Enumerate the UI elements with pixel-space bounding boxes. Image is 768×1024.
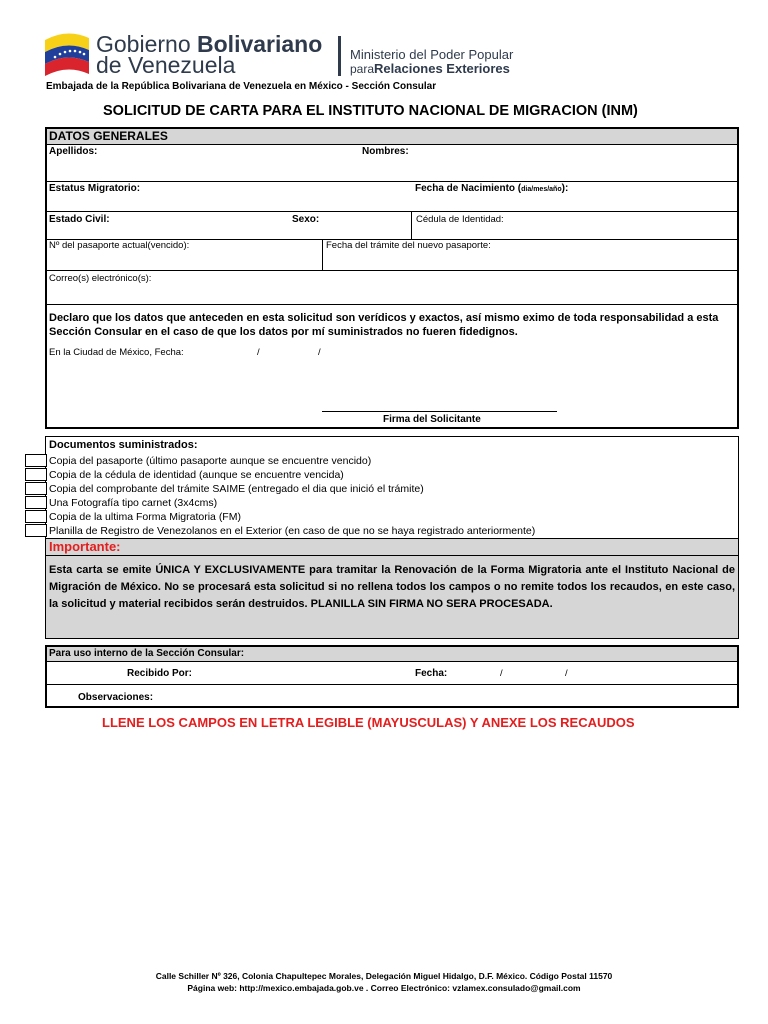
signature-line bbox=[322, 411, 557, 412]
document-item: Copia del pasaporte (último pasaporte aunque se encuentre vencido) bbox=[49, 455, 372, 467]
fecha-tramite-label: Fecha del trámite del nuevo pasaporte: bbox=[326, 240, 491, 251]
correo-label: Correo(s) electrónico(s): bbox=[49, 273, 152, 284]
document-title: SOLICITUD DE CARTA PARA EL INSTITUTO NACIONAL DE MIGRACION (INM) bbox=[103, 103, 638, 119]
gov-title-line2: de Venezuela bbox=[96, 52, 236, 78]
date-slash: / bbox=[565, 668, 568, 679]
documentos-title: Documentos suministrados: bbox=[49, 439, 198, 451]
document-checkbox[interactable] bbox=[25, 454, 47, 467]
document-checkbox[interactable] bbox=[25, 482, 47, 495]
sexo-field[interactable] bbox=[325, 212, 409, 238]
footer-address: Calle Schiller Nº 326, Colonia Chapultepec Morales, Delegación Miguel Hidalgo, D.F. México. Código Postal 11570 bbox=[155, 971, 613, 981]
fecha-interno-field[interactable] bbox=[455, 664, 605, 682]
row-divider bbox=[46, 555, 738, 556]
fecha-nacimiento-label: Fecha de Nacimiento (dia/mes/año): bbox=[415, 183, 569, 194]
row-divider bbox=[47, 270, 737, 271]
estado-civil-field[interactable] bbox=[110, 212, 285, 238]
gov-title-line1: Gobierno Bolivariano bbox=[96, 31, 323, 57]
row-divider bbox=[47, 304, 737, 305]
document-checkbox[interactable] bbox=[25, 496, 47, 509]
recibido-field[interactable] bbox=[200, 664, 405, 682]
pasaporte-field[interactable] bbox=[47, 252, 320, 269]
ministry-line1: Ministerio del Poder Popular bbox=[350, 47, 514, 62]
estatus-field[interactable] bbox=[47, 194, 407, 210]
col-divider bbox=[411, 211, 412, 239]
col-divider bbox=[322, 239, 323, 270]
sexo-label: Sexo: bbox=[292, 214, 320, 225]
fill-instructions-notice: LLENE LOS CAMPOS EN LETRA LEGIBLE (MAYUSCULAS) Y ANEXE LOS RECAUDOS bbox=[102, 715, 635, 730]
observaciones-field[interactable] bbox=[160, 687, 735, 705]
date-slash: / bbox=[500, 668, 503, 679]
signature-label: Firma del Solicitante bbox=[383, 414, 481, 425]
document-item: Copia de la cédula de identidad (aunque se encuentre vencida) bbox=[49, 469, 344, 481]
uso-interno-title: Para uso interno de la Sección Consular: bbox=[49, 648, 245, 659]
row-divider bbox=[47, 684, 737, 685]
pasaporte-label: Nº del pasaporte actual(vencido): bbox=[49, 240, 190, 251]
document-checkbox[interactable] bbox=[25, 468, 47, 481]
importante-text: Esta carta se emite ÚNICA Y EXCLUSIVAMENTE para tramitar la Renovación de la Forma Migratoria ante el Instituto Nacional de Migración de México. No se procesará esta solicitud si no rellena todos los campos o no remite todos los recaudos, en este caso, la solicitud y material recibidos serán destruidos. PLANILLA SIN FIRMA NO SERA PROCESADA. bbox=[49, 564, 735, 610]
document-item: Una Fotografía tipo carnet (3x4cms) bbox=[49, 497, 218, 509]
venezuela-flag-logo bbox=[43, 30, 91, 78]
declaration-text: Declaro que los datos que anteceden en esta solicitud son verídicos y exactos, así mismo eximo de toda responsabilidad a esta Sección Consular en el caso de que los datos por mí suministrados no fueren fidedignos. bbox=[49, 312, 719, 338]
row-divider bbox=[47, 144, 737, 145]
document-checkbox[interactable] bbox=[25, 510, 47, 523]
apellidos-field[interactable] bbox=[47, 157, 357, 179]
row-divider bbox=[47, 181, 737, 182]
datos-generales-title: DATOS GENERALES bbox=[49, 129, 168, 143]
header-divider bbox=[338, 36, 341, 76]
cedula-field[interactable] bbox=[413, 226, 735, 238]
apellidos-label: Apellidos: bbox=[49, 146, 98, 157]
importante-title: Importante: bbox=[49, 539, 121, 554]
estado-civil-label: Estado Civil: bbox=[49, 214, 110, 225]
fecha-tramite-field[interactable] bbox=[324, 252, 735, 269]
declaration-date-field[interactable] bbox=[210, 345, 340, 359]
recibido-label: Recibido Por: bbox=[127, 668, 193, 679]
row-divider bbox=[47, 661, 737, 662]
cedula-label: Cédula de Identidad: bbox=[416, 214, 504, 225]
embassy-line: Embajada de la República Bolivariana de Venezuela en México - Sección Consular bbox=[46, 81, 437, 92]
estatus-label: Estatus Migratorio: bbox=[49, 183, 141, 194]
correo-field[interactable] bbox=[47, 285, 735, 303]
date-slash: / bbox=[318, 347, 321, 358]
document-item: Planilla de Registro de Venezolanos en el Exterior (en caso de que no se haya registrado anteriormente) bbox=[49, 525, 536, 537]
date-slash: / bbox=[257, 347, 260, 358]
fecha-label: Fecha: bbox=[415, 668, 448, 679]
lugar-fecha-label: En la Ciudad de México, Fecha: bbox=[49, 347, 184, 358]
signature-field[interactable] bbox=[322, 380, 557, 410]
observaciones-label: Observaciones: bbox=[78, 692, 154, 703]
document-item: Copia de la ultima Forma Migratoria (FM) bbox=[49, 511, 241, 523]
document-checkbox[interactable] bbox=[25, 524, 47, 537]
footer-contact: Página web: http://mexico.embajada.gob.ve . Correo Electrónico: vzlamex.consulado@gmail.com bbox=[187, 983, 581, 993]
fecha-nacimiento-field[interactable] bbox=[415, 194, 735, 210]
document-item: Copia del comprobante del trámite SAIME (entregado el dia que inició el trámite) bbox=[49, 483, 424, 495]
nombres-label: Nombres: bbox=[362, 146, 409, 157]
nombres-field[interactable] bbox=[410, 157, 735, 179]
ministry-line2: paraRelaciones Exteriores bbox=[350, 61, 510, 76]
